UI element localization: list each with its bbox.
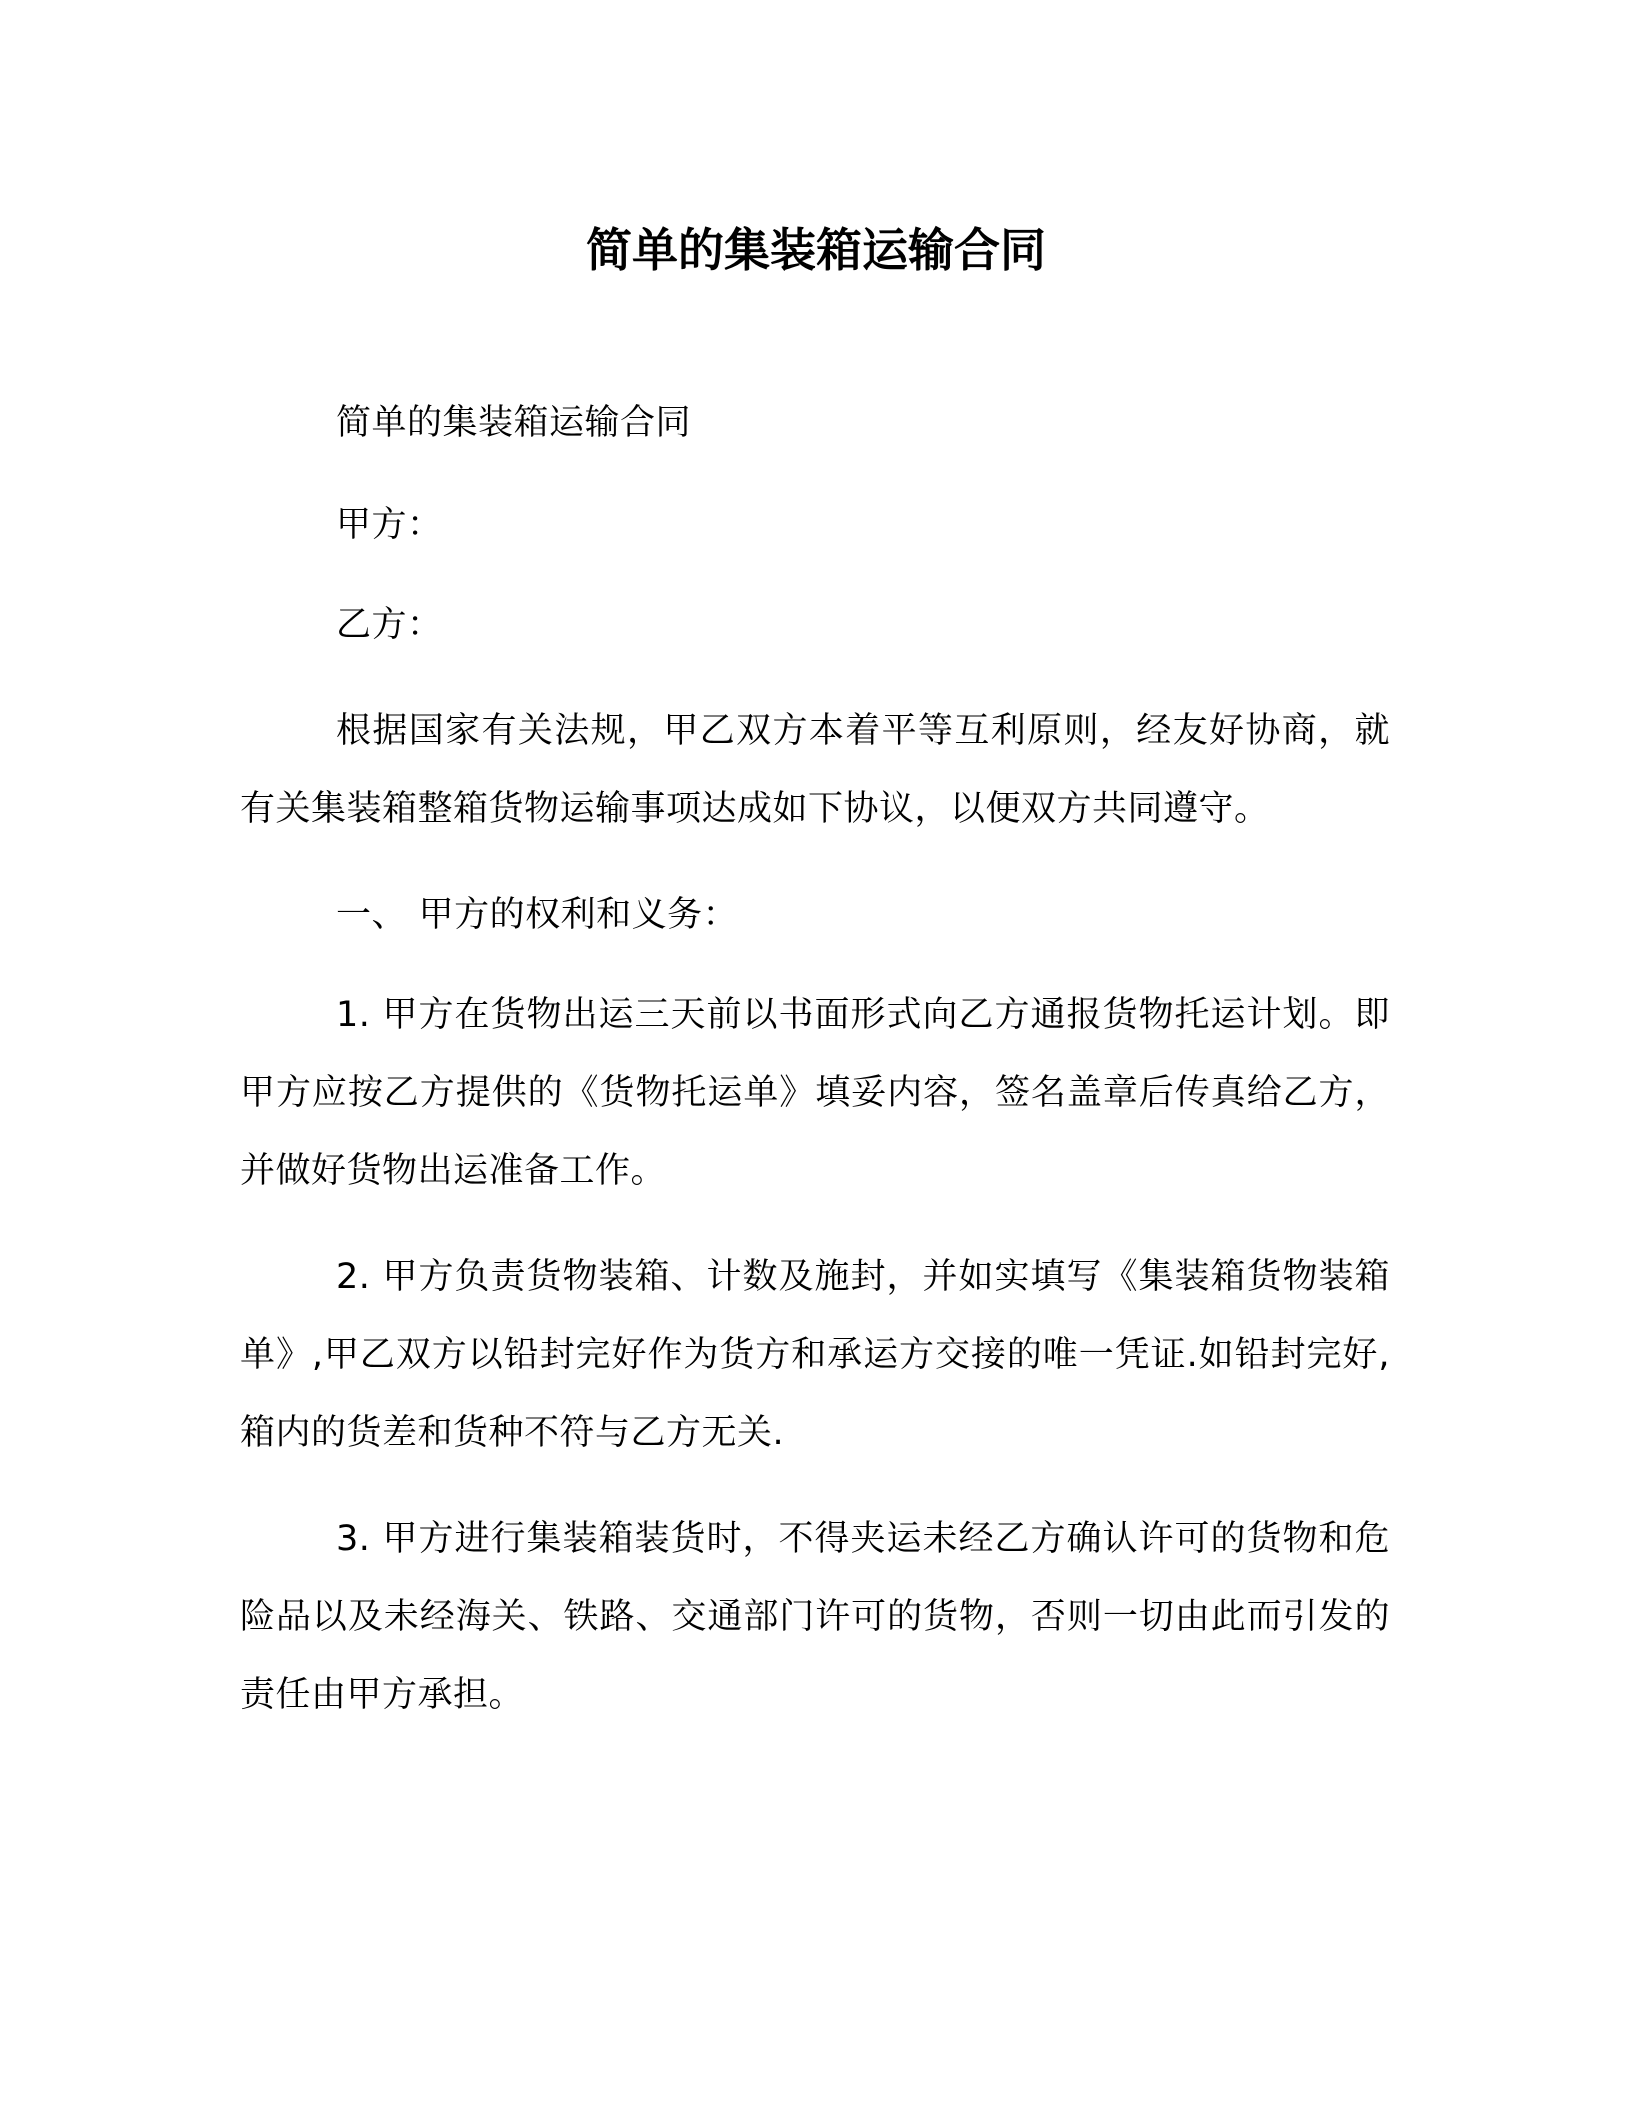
clause-paragraph: 2. 甲方负责货物装箱、计数及施封，并如实填写《集装箱货物装箱单》,甲乙双方以铅封完好作为货方和承运方交接的唯一凭证.如铅封完好,箱内的货差和货种不符与乙方无关. bbox=[240, 1257, 1390, 1453]
party-a-label: 甲方： bbox=[336, 505, 443, 545]
preamble-paragraph: 根据国家有关法规，甲乙双方本着平等互利原则，经友好协商，就有关集装箱整箱货物运输事项达成如下协议，以便双方共同遵守。 bbox=[240, 711, 1390, 829]
clause-block-1 bbox=[240, 976, 1390, 1210]
preamble-block bbox=[240, 692, 1390, 848]
contract-subtitle: 简单的集装箱运输合同 bbox=[336, 403, 692, 443]
clause-paragraph: 1. 甲方在货物出运三天前以书面形式向乙方通报货物托运计划。即甲方应按乙方提供的《货物托运单》填妥内容，签名盖章后传真给乙方，并做好货物出运准备工作。 bbox=[240, 995, 1390, 1191]
document-title: 简单的集装箱运输合同 bbox=[586, 223, 1046, 277]
clause-block-3 bbox=[240, 1500, 1390, 1734]
clause-paragraph: 3. 甲方进行集装箱装货时，不得夹运未经乙方确认许可的货物和危险品以及未经海关、铁路、交通部门许可的货物，否则一切由此而引发的责任由甲方承担。 bbox=[240, 1519, 1390, 1715]
party-b-label: 乙方： bbox=[336, 605, 443, 645]
section-heading: 一、 甲方的权利和义务： bbox=[336, 895, 739, 935]
clause-block-2 bbox=[240, 1238, 1390, 1472]
